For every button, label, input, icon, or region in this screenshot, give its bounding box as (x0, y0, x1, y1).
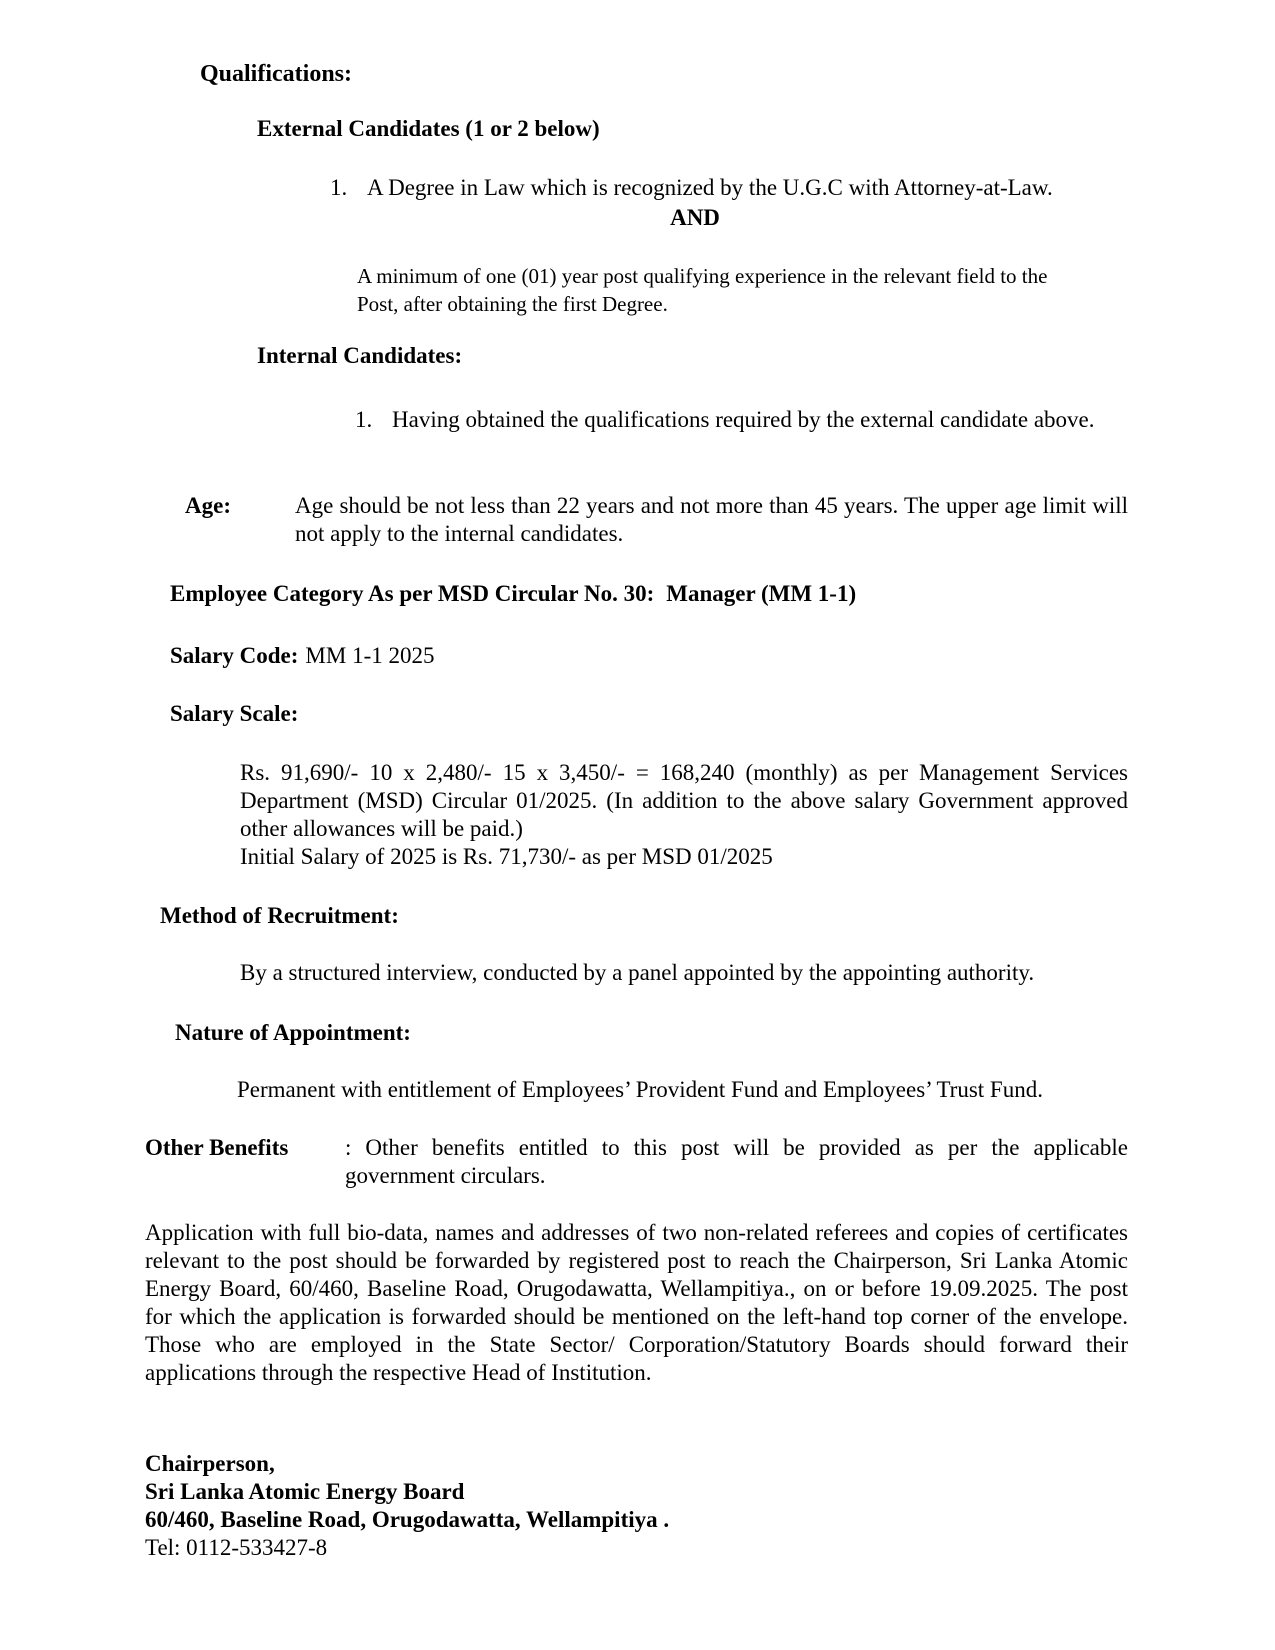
signature-name: Chairperson, (145, 1451, 275, 1476)
employee-category-label: Employee Category As per MSD Circular No. 30: (170, 581, 655, 606)
qualifications-heading: Qualifications: (200, 61, 353, 87)
salary-scale-section (240, 759, 1128, 871)
salary-scale-text: Rs. 91,690/- 10 x 2,480/- 15 x 3,450/- = 168,240 (monthly) as per Management Services Department (MSD) Circular 01/2025. (In addition to the above salary Government approved other allowances will be paid.) (240, 760, 1128, 841)
initial-salary-text: Initial Salary of 2025 is Rs. 71,730/- as per MSD 01/2025 (240, 844, 773, 869)
external-item-1-text: A Degree in Law which is recognized by the U.G.C with Attorney-at-Law. (367, 175, 1053, 200)
method-of-recruitment-text: By a structured interview, conducted by a panel appointed by the appointing authority. (240, 960, 1035, 985)
employee-category-line (170, 580, 856, 608)
internal-candidates-heading: Internal Candidates: (257, 343, 463, 368)
nature-of-appointment-heading: Nature of Appointment: (175, 1020, 411, 1045)
internal-item-1-number: 1. (355, 407, 373, 432)
external-item-1 (330, 174, 1110, 202)
other-benefits-label: Other Benefits (145, 1135, 289, 1160)
external-item-1-number: 1. (330, 175, 348, 200)
signature-address: 60/460, Baseline Road, Orugodawatta, Wellampitiya . (145, 1507, 670, 1532)
signature-organization: Sri Lanka Atomic Energy Board (145, 1479, 465, 1504)
internal-item-1 (355, 406, 1129, 434)
salary-code-line (170, 642, 434, 670)
employee-category-value: Manager (MM 1-1) (666, 581, 857, 606)
internal-item-1-text: Having obtained the qualifications required by the external candidate above. (392, 407, 1095, 432)
signature-block (145, 1450, 669, 1562)
age-label: Age: (185, 493, 231, 518)
external-item-2-text: A minimum of one (01) year post qualifying experience in the relevant field to the Post, after obtaining the first Degree. (357, 264, 1048, 316)
other-benefits-section (145, 1134, 1128, 1190)
and-connector: AND (670, 205, 720, 230)
salary-scale-heading: Salary Scale: (170, 701, 299, 726)
method-of-recruitment-heading: Method of Recruitment: (160, 903, 399, 928)
age-section (185, 492, 1128, 548)
signature-telephone: Tel: 0112-533427-8 (145, 1535, 328, 1560)
external-candidates-heading: External Candidates (1 or 2 below) (257, 116, 600, 141)
salary-code-label: Salary Code: (170, 643, 299, 668)
age-text: Age should be not less than 22 years and not more than 45 years. The upper age limit will not apply to the internal candidates. (295, 493, 1128, 546)
salary-code-value: MM 1-1 2025 (305, 643, 435, 668)
nature-of-appointment-text: Permanent with entitlement of Employees’ Provident Fund and Employees’ Trust Fund. (237, 1077, 1043, 1102)
application-instructions: Application with full bio-data, names and addresses of two non-related referees and copies of certificates relevant to the post should be forwarded by registered post to reach the Chairperson, Sri Lanka Atomic Energy Board, 60/460, Baseline Road, Orugodawatta, Wellampitiya., on or before 19.09.2025. The post for which the application is forwarded should be mentioned on the left-hand top corner of the envelope. Those who are employed in the State Sector/ Corporation/Statutory Boards should forward their applications through the respective Head of Institution. (145, 1220, 1128, 1385)
other-benefits-text: : Other benefits entitled to this post will be provided as per the applicable government circulars. (345, 1135, 1128, 1188)
